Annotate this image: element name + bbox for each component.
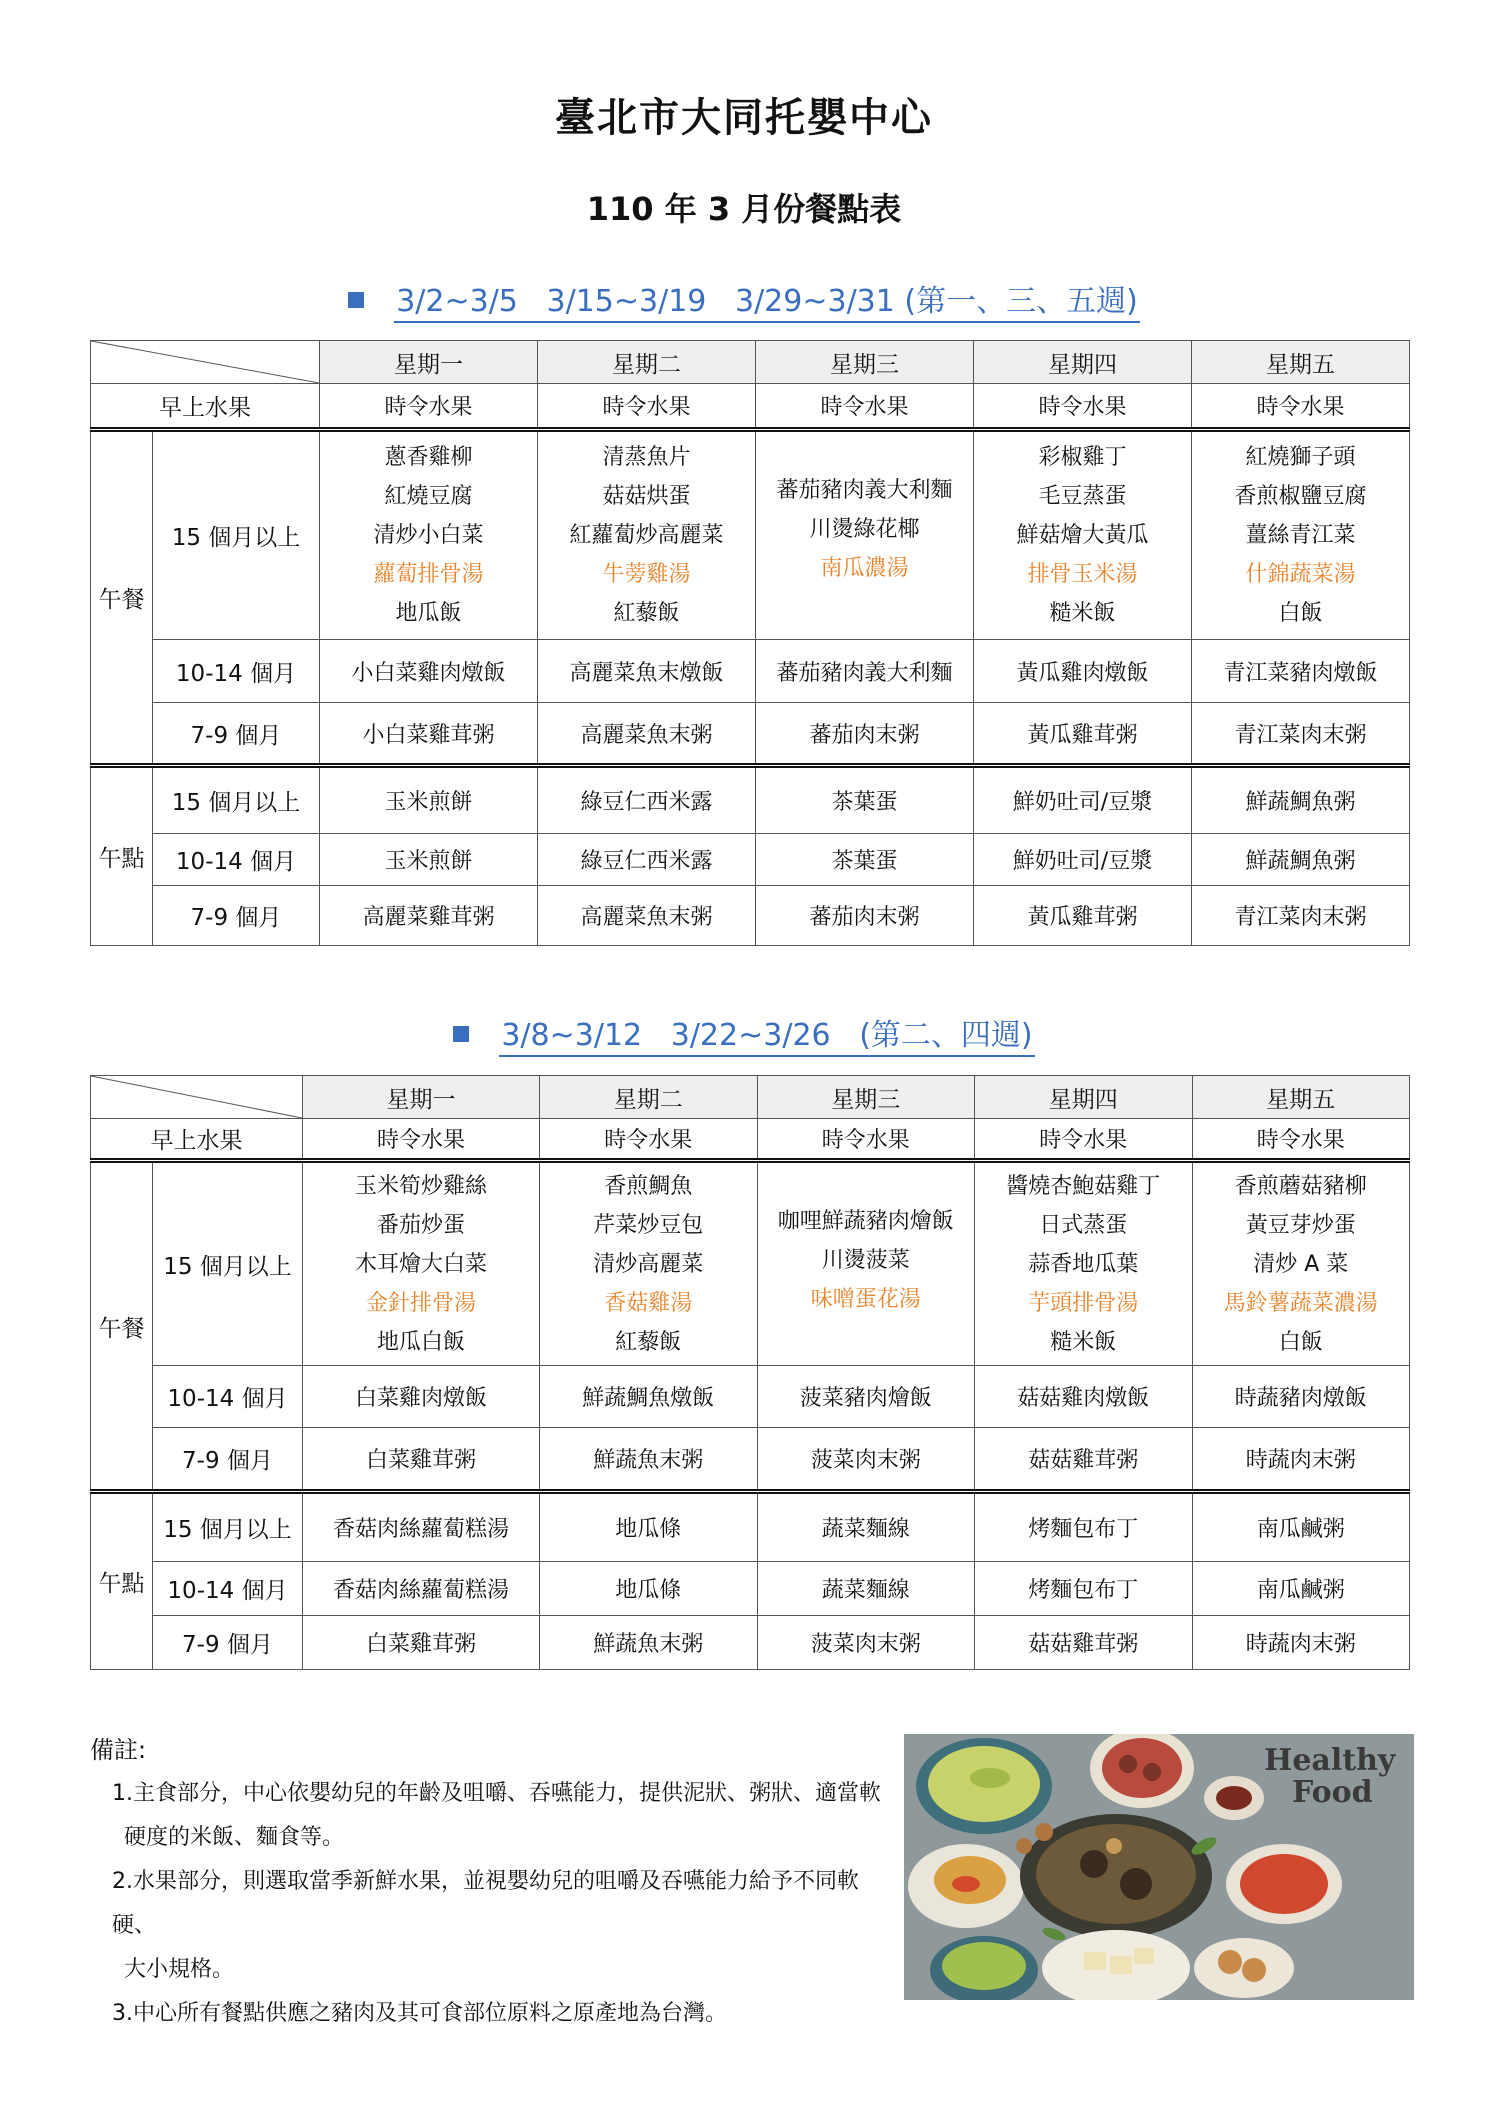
snack-7-cell: 白菜雞茸粥	[303, 1616, 540, 1670]
fruit-cell: 時令水果	[538, 384, 756, 430]
snack-7-cell: 菠菜肉末粥	[757, 1616, 975, 1670]
snack-15-cell: 茶葉蛋	[756, 766, 974, 834]
day-header: 星期五	[1192, 1076, 1410, 1119]
age-label: 7-9 個月	[153, 1616, 303, 1670]
lunch-label: 午餐	[91, 430, 153, 766]
snack-7-cell: 青江菜肉末粥	[1192, 886, 1410, 946]
note-line: 3.中心所有餐點供應之豬肉及其可食部位原料之原產地為台灣。	[112, 2001, 727, 2026]
square-bullet-icon	[348, 292, 364, 308]
day-header: 星期一	[320, 341, 538, 384]
dish: 紅蘿蔔炒高麗菜	[569, 523, 724, 548]
day-header: 星期四	[974, 341, 1192, 384]
snack-7-cell: 時蔬肉末粥	[1192, 1616, 1410, 1670]
snack-10-cell: 鮮蔬鯛魚粥	[1192, 834, 1410, 886]
snack-15-cell: 地瓜條	[540, 1492, 758, 1562]
dish: 玉米筍炒雞絲	[354, 1173, 487, 1199]
dish: 咖哩鮮蔬豬肉燴飯	[777, 1209, 954, 1234]
lunch-label: 午餐	[91, 1161, 153, 1492]
dish: 白飯	[1278, 601, 1323, 626]
lunch-15-cell	[1192, 1161, 1410, 1366]
dish: 紅燒豆腐	[384, 484, 473, 509]
day-header: 星期二	[538, 341, 756, 384]
diagonal-header-cell	[91, 341, 320, 384]
dish: 紅藜飯	[615, 1329, 682, 1355]
lunch-15-cell	[975, 1161, 1193, 1366]
day-header: 星期四	[975, 1076, 1193, 1119]
day-header: 星期一	[303, 1076, 540, 1119]
soup-dish: 金針排骨湯	[365, 1290, 476, 1316]
photo-text-line1: Healthy	[1264, 1743, 1396, 1778]
snack-10-cell: 綠豆仁西米露	[538, 834, 756, 886]
diagonal-header-cell	[91, 1076, 303, 1119]
dish: 紅燒獅子頭	[1245, 445, 1356, 470]
dish: 紅藜飯	[613, 601, 680, 626]
age-label: 10-14 個月	[153, 640, 320, 703]
dish: 川燙綠花椰	[809, 517, 920, 542]
snack-10-cell: 烤麵包布丁	[975, 1562, 1193, 1616]
dish: 地瓜飯	[395, 601, 462, 626]
lunch-7-cell: 菠菜肉末粥	[757, 1428, 975, 1492]
note-line: 2.水果部分，則選取當季新鮮水果，並視嬰幼兒的咀嚼及吞嚥能力給予不同軟硬、	[112, 1869, 859, 1938]
snack-label: 午點	[91, 766, 153, 946]
lunch-10-cell: 黃瓜雞肉燉飯	[974, 640, 1192, 703]
square-bullet-icon	[453, 1026, 469, 1042]
fruit-label: 早上水果	[91, 384, 320, 430]
fruit-cell: 時令水果	[540, 1119, 758, 1161]
soup-dish: 牛蒡雞湯	[602, 562, 691, 587]
menu-table-week-a	[90, 340, 1410, 946]
snack-10-cell: 地瓜條	[540, 1562, 758, 1616]
fruit-cell: 時令水果	[975, 1119, 1193, 1161]
dish: 鮮菇燴大黃瓜	[1016, 523, 1149, 548]
snack-15-cell: 香菇肉絲蘿蔔糕湯	[303, 1492, 540, 1562]
fruit-cell: 時令水果	[1192, 1119, 1410, 1161]
snack-10-cell: 蔬菜麵線	[757, 1562, 975, 1616]
age-label: 10-14 個月	[153, 834, 320, 886]
week-b-heading	[0, 1010, 1488, 1054]
day-header: 星期二	[540, 1076, 758, 1119]
lunch-7-cell: 蕃茄肉末粥	[756, 703, 974, 766]
photo-text-line2: Food	[1292, 1775, 1373, 1810]
lunch-15-cell	[1192, 430, 1410, 640]
lunch-7-cell: 青江菜肉末粥	[1192, 703, 1410, 766]
lunch-10-cell: 菇菇雞肉燉飯	[975, 1366, 1193, 1428]
day-header: 星期五	[1192, 341, 1410, 384]
lunch-15-cell	[540, 1161, 758, 1366]
notes-section	[90, 1728, 890, 2036]
soup-dish: 排骨玉米湯	[1027, 562, 1138, 587]
soup-dish: 南瓜濃湯	[820, 556, 909, 581]
snack-15-cell: 玉米煎餅	[320, 766, 538, 834]
snack-7-cell: 蕃茄肉末粥	[756, 886, 974, 946]
snack-15-cell: 鮮蔬鯛魚粥	[1192, 766, 1410, 834]
age-label: 10-14 個月	[153, 1366, 303, 1428]
soup-dish: 味噌蛋花湯	[810, 1287, 921, 1312]
lunch-10-cell: 時蔬豬肉燉飯	[1192, 1366, 1410, 1428]
week-a-label: 3/2~3/5 3/15~3/19 3/29~3/31 (第一、三、五週)	[394, 284, 1140, 323]
dish: 糙米飯	[1050, 1329, 1117, 1355]
soup-dish: 香菇雞湯	[604, 1290, 693, 1316]
lunch-15-cell	[303, 1161, 540, 1366]
snack-7-cell: 高麗菜雞茸粥	[320, 886, 538, 946]
snack-10-cell: 香菇肉絲蘿蔔糕湯	[303, 1562, 540, 1616]
dish: 香煎蘑菇豬柳	[1234, 1173, 1367, 1199]
fruit-cell: 時令水果	[320, 384, 538, 430]
dish: 菇菇烘蛋	[602, 484, 691, 509]
dish: 芹菜炒豆包	[593, 1212, 704, 1238]
soup-dish: 蘿蔔排骨湯	[373, 562, 484, 587]
dish: 彩椒雞丁	[1038, 445, 1127, 470]
dish: 白飯	[1278, 1329, 1323, 1355]
snack-15-cell: 蔬菜麵線	[757, 1492, 975, 1562]
dish: 黃豆芽炒蛋	[1245, 1212, 1356, 1238]
lunch-7-cell: 黃瓜雞茸粥	[974, 703, 1192, 766]
lunch-10-cell: 蕃茄豬肉義大利麵	[756, 640, 974, 703]
lunch-7-cell: 時蔬肉末粥	[1192, 1428, 1410, 1492]
dish: 蕃茄豬肉義大利麵	[776, 478, 953, 503]
lunch-15-cell	[974, 430, 1192, 640]
lunch-7-cell: 小白菜雞茸粥	[320, 703, 538, 766]
snack-7-cell: 鮮蔬魚末粥	[540, 1616, 758, 1670]
lunch-7-cell: 菇菇雞茸粥	[975, 1428, 1193, 1492]
snack-10-cell: 南瓜鹹粥	[1192, 1562, 1410, 1616]
lunch-15-cell	[320, 430, 538, 640]
dish: 川燙菠菜	[821, 1248, 910, 1273]
dish: 清炒高麗菜	[593, 1251, 704, 1277]
dish: 醬燒杏鮑菇雞丁	[1006, 1173, 1161, 1199]
dish: 毛豆蒸蛋	[1038, 484, 1127, 509]
dish: 清炒小白菜	[373, 523, 484, 548]
dish: 蒜香地瓜葉	[1028, 1251, 1139, 1277]
lunch-10-cell: 高麗菜魚末燉飯	[538, 640, 756, 703]
lunch-10-cell: 白菜雞肉燉飯	[303, 1366, 540, 1428]
soup-dish: 芋頭排骨湯	[1028, 1290, 1139, 1316]
lunch-15-cell	[756, 430, 974, 640]
fruit-cell: 時令水果	[756, 384, 974, 430]
dish: 蔥香雞柳	[384, 445, 473, 470]
fruit-cell: 時令水果	[757, 1119, 975, 1161]
lunch-10-cell: 鮮蔬鯛魚燉飯	[540, 1366, 758, 1428]
age-label: 7-9 個月	[153, 886, 320, 946]
fruit-cell: 時令水果	[974, 384, 1192, 430]
snack-7-cell: 高麗菜魚末粥	[538, 886, 756, 946]
dish: 糙米飯	[1049, 601, 1116, 626]
lunch-10-cell: 菠菜豬肉燴飯	[757, 1366, 975, 1428]
lunch-7-cell: 高麗菜魚末粥	[538, 703, 756, 766]
dish: 清蒸魚片	[602, 445, 691, 470]
age-label: 10-14 個月	[153, 1562, 303, 1616]
menu-table-week-b	[90, 1075, 1410, 1670]
dish: 地瓜白飯	[376, 1329, 465, 1355]
soup-dish: 馬鈴薯蔬菜濃湯	[1223, 1290, 1378, 1316]
age-label: 15 個月以上	[153, 430, 320, 640]
fruit-cell: 時令水果	[303, 1119, 540, 1161]
snack-15-cell: 南瓜鹹粥	[1192, 1492, 1410, 1562]
food-plates-icon	[904, 1734, 1414, 2000]
snack-7-cell: 黃瓜雞茸粥	[974, 886, 1192, 946]
lunch-10-cell: 青江菜豬肉燉飯	[1192, 640, 1410, 703]
dish: 薑絲青江菜	[1245, 523, 1356, 548]
fruit-cell: 時令水果	[1192, 384, 1410, 430]
day-header: 星期三	[756, 341, 974, 384]
page-subtitle: 110 年 3 月份餐點表	[586, 190, 902, 228]
note-line: 大小規格。	[124, 1957, 235, 1982]
snack-15-cell: 綠豆仁西米露	[538, 766, 756, 834]
snack-10-cell: 鮮奶吐司/豆漿	[974, 834, 1192, 886]
day-header: 星期三	[757, 1076, 975, 1119]
age-label: 7-9 個月	[153, 1428, 303, 1492]
age-label: 15 個月以上	[153, 766, 320, 834]
snack-10-cell: 茶葉蛋	[756, 834, 974, 886]
dish: 清炒 A 菜	[1253, 1251, 1349, 1277]
dish: 木耳燴大白菜	[354, 1251, 487, 1277]
lunch-10-cell: 小白菜雞肉燉飯	[320, 640, 538, 703]
lunch-7-cell: 白菜雞茸粥	[303, 1428, 540, 1492]
page-title: 臺北市大同托嬰中心	[555, 95, 933, 141]
age-label: 15 個月以上	[153, 1161, 303, 1366]
snack-7-cell: 菇菇雞茸粥	[975, 1616, 1193, 1670]
lunch-15-cell	[538, 430, 756, 640]
note-line: 1.主食部分，中心依嬰幼兒的年齡及咀嚼、吞嚥能力，提供泥狀、粥狀、適當軟	[112, 1781, 881, 1806]
week-b-label: 3/8~3/12 3/22~3/26 (第二、四週)	[499, 1018, 1034, 1057]
snack-label: 午點	[91, 1492, 153, 1670]
age-label: 15 個月以上	[153, 1492, 303, 1562]
dish: 番茄炒蛋	[376, 1212, 465, 1238]
snack-15-cell: 鮮奶吐司/豆漿	[974, 766, 1192, 834]
dish: 日式蒸蛋	[1039, 1212, 1128, 1238]
lunch-15-cell	[757, 1161, 975, 1366]
snack-10-cell: 玉米煎餅	[320, 834, 538, 886]
dish: 香煎椒鹽豆腐	[1234, 484, 1367, 509]
healthy-food-illustration	[904, 1734, 1414, 2000]
dish: 香煎鯛魚	[604, 1173, 693, 1199]
age-label: 7-9 個月	[153, 703, 320, 766]
soup-dish: 什錦蔬菜湯	[1245, 562, 1356, 587]
week-a-heading	[0, 276, 1488, 320]
note-line: 硬度的米飯、麵食等。	[124, 1825, 345, 1850]
lunch-7-cell: 鮮蔬魚末粥	[540, 1428, 758, 1492]
notes-heading: 備註:	[90, 1736, 147, 1764]
fruit-label: 早上水果	[91, 1119, 303, 1161]
snack-15-cell: 烤麵包布丁	[975, 1492, 1193, 1562]
